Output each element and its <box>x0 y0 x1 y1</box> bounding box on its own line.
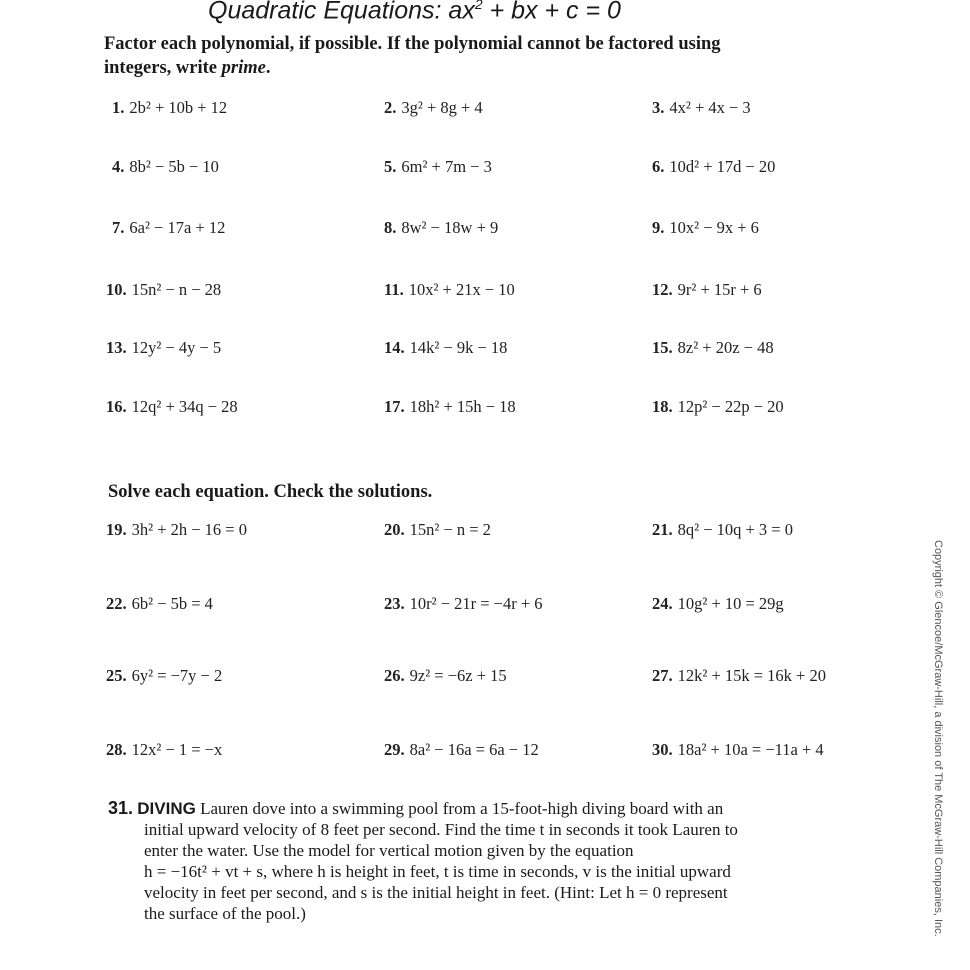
problem-expression: 10r² − 21r = −4r + 6 <box>409 594 543 613</box>
problem-number: 29. <box>384 740 405 759</box>
problem-expression: 12p² − 22p − 20 <box>677 397 784 416</box>
problem-expression: 10g² + 10 = 29g <box>677 594 784 613</box>
problem-number: 27. <box>652 666 673 685</box>
problem-19 <box>106 520 247 540</box>
problem-number: 23. <box>384 594 405 613</box>
problem-10 <box>106 280 221 300</box>
problem-expression: 15n² − n − 28 <box>131 280 222 299</box>
problem-expression: 18h² + 15h − 18 <box>409 397 516 416</box>
problem-number: 6. <box>652 157 665 176</box>
problem-expression: 8w² − 18w + 9 <box>401 218 499 237</box>
copyright-notice: Copyright © Glencoe/McGraw-Hill, a division of The McGraw-Hill Companies, Inc. <box>932 540 944 937</box>
problem-number: 17. <box>384 397 405 416</box>
problem-number: 5. <box>384 157 397 176</box>
problem-number: 14. <box>384 338 405 357</box>
problem-14 <box>384 338 507 358</box>
problem-2 <box>384 98 483 118</box>
problem-number: 21. <box>652 520 673 539</box>
problem-number: 15. <box>652 338 673 357</box>
problem-7 <box>112 218 225 238</box>
problem-number: 11. <box>384 280 404 299</box>
problem-16 <box>106 397 238 417</box>
solve-instructions: Solve each equation. Check the solutions. <box>108 482 433 502</box>
problem-number: 24. <box>652 594 673 613</box>
problem-29 <box>384 740 539 760</box>
problem-expression: 8b² − 5b − 10 <box>129 157 219 176</box>
problem-17 <box>384 397 516 417</box>
problem-expression: 2b² + 10b + 12 <box>129 98 228 117</box>
problem-expression: 9z² = −6z + 15 <box>409 666 507 685</box>
problem-expression: 6a² − 17a + 12 <box>129 218 226 237</box>
problem-number: 25. <box>106 666 127 685</box>
problem-22 <box>106 594 213 614</box>
problem-number: 10. <box>106 280 127 299</box>
problem-number: 22. <box>106 594 127 613</box>
problem-expression: 12x² − 1 = −x <box>131 740 223 759</box>
problem-expression: 3g² + 8g + 4 <box>401 98 483 117</box>
problem-expression: 8a² − 16a = 6a − 12 <box>409 740 539 759</box>
problem-30 <box>652 740 824 760</box>
problem-21 <box>652 520 793 540</box>
problem-expression: 6m² + 7m − 3 <box>401 157 492 176</box>
problem-13 <box>106 338 221 358</box>
problem-expression: 15n² − n = 2 <box>409 520 491 539</box>
problem-number: 2. <box>384 98 397 117</box>
problem-expression: 9r² + 15r + 6 <box>677 280 762 299</box>
problem-number: 3. <box>652 98 665 117</box>
problem-number: 19. <box>106 520 127 539</box>
problem-expression: 8q² − 10q + 3 = 0 <box>677 520 793 539</box>
problem-9 <box>652 218 759 238</box>
problem-number: 12. <box>652 280 673 299</box>
problem-25 <box>106 666 222 686</box>
problem-number: 30. <box>652 740 673 759</box>
problem-1 <box>112 98 227 118</box>
page-title: Quadratic Equations: $ax^2$ + bx + c = 0 <box>208 0 621 25</box>
problem-expression: 6y² = −7y − 2 <box>131 666 223 685</box>
problem-11 <box>384 280 515 300</box>
problem-23 <box>384 594 543 614</box>
problem-number: 26. <box>384 666 405 685</box>
problem-8 <box>384 218 498 238</box>
problem-expression: 10d² + 17d − 20 <box>669 157 776 176</box>
problem-expression: 14k² − 9k − 18 <box>409 338 508 357</box>
problem-20 <box>384 520 491 540</box>
problem-expression: 10x² + 21x − 10 <box>408 280 515 299</box>
problem-expression: 12y² − 4y − 5 <box>131 338 222 357</box>
problem-number: 20. <box>384 520 405 539</box>
problem-28 <box>106 740 222 760</box>
problem-number: 1. <box>112 98 125 117</box>
problem-number: 9. <box>652 218 665 237</box>
problem-5 <box>384 157 492 177</box>
factor-instructions: Factor each polynomial, if possible. If the polynomial cannot be factored using integers, write prime. <box>104 34 721 78</box>
problem-number: 13. <box>106 338 127 357</box>
problem-4 <box>112 157 219 177</box>
problem-27 <box>652 666 826 686</box>
problem-number: 28. <box>106 740 127 759</box>
problem-15 <box>652 338 774 358</box>
problem-3 <box>652 98 751 118</box>
problem-expression: 4x² + 4x − 3 <box>669 98 751 117</box>
problem-expression: 12k² + 15k = 16k + 20 <box>677 666 826 685</box>
problem-24 <box>652 594 784 614</box>
problem-18 <box>652 397 784 417</box>
problem-26 <box>384 666 507 686</box>
problem-expression: 8z² + 20z − 48 <box>677 338 774 357</box>
problem-expression: 18a² + 10a = −11a + 4 <box>677 740 824 759</box>
problem-number: 16. <box>106 397 127 416</box>
problem-expression: 6b² − 5b = 4 <box>131 594 213 613</box>
problem-31: 31. DIVING Lauren dove into a swimming pool from a 15-foot-high diving board with an initial upward velocity of 8 feet per second. Find the time t in seconds it took Lauren to enter the water. Use the model for vertical motion given by the equation h = −16t² + vt + s, where h is height in feet, t is time in seconds, v is the initial upward velocity in feet per second, and s is the initial height in feet. (Hint: Let h = 0 represent the surface of the pool.) <box>108 798 738 923</box>
problem-number: 4. <box>112 157 125 176</box>
problem-expression: 12q² + 34q − 28 <box>131 397 238 416</box>
problem-number: 7. <box>112 218 125 237</box>
problem-number: 8. <box>384 218 397 237</box>
problem-expression: 10x² − 9x + 6 <box>669 218 759 237</box>
problem-expression: 3h² + 2h − 16 = 0 <box>131 520 247 539</box>
problem-6 <box>652 157 775 177</box>
problem-number: 18. <box>652 397 673 416</box>
problem-12 <box>652 280 762 300</box>
